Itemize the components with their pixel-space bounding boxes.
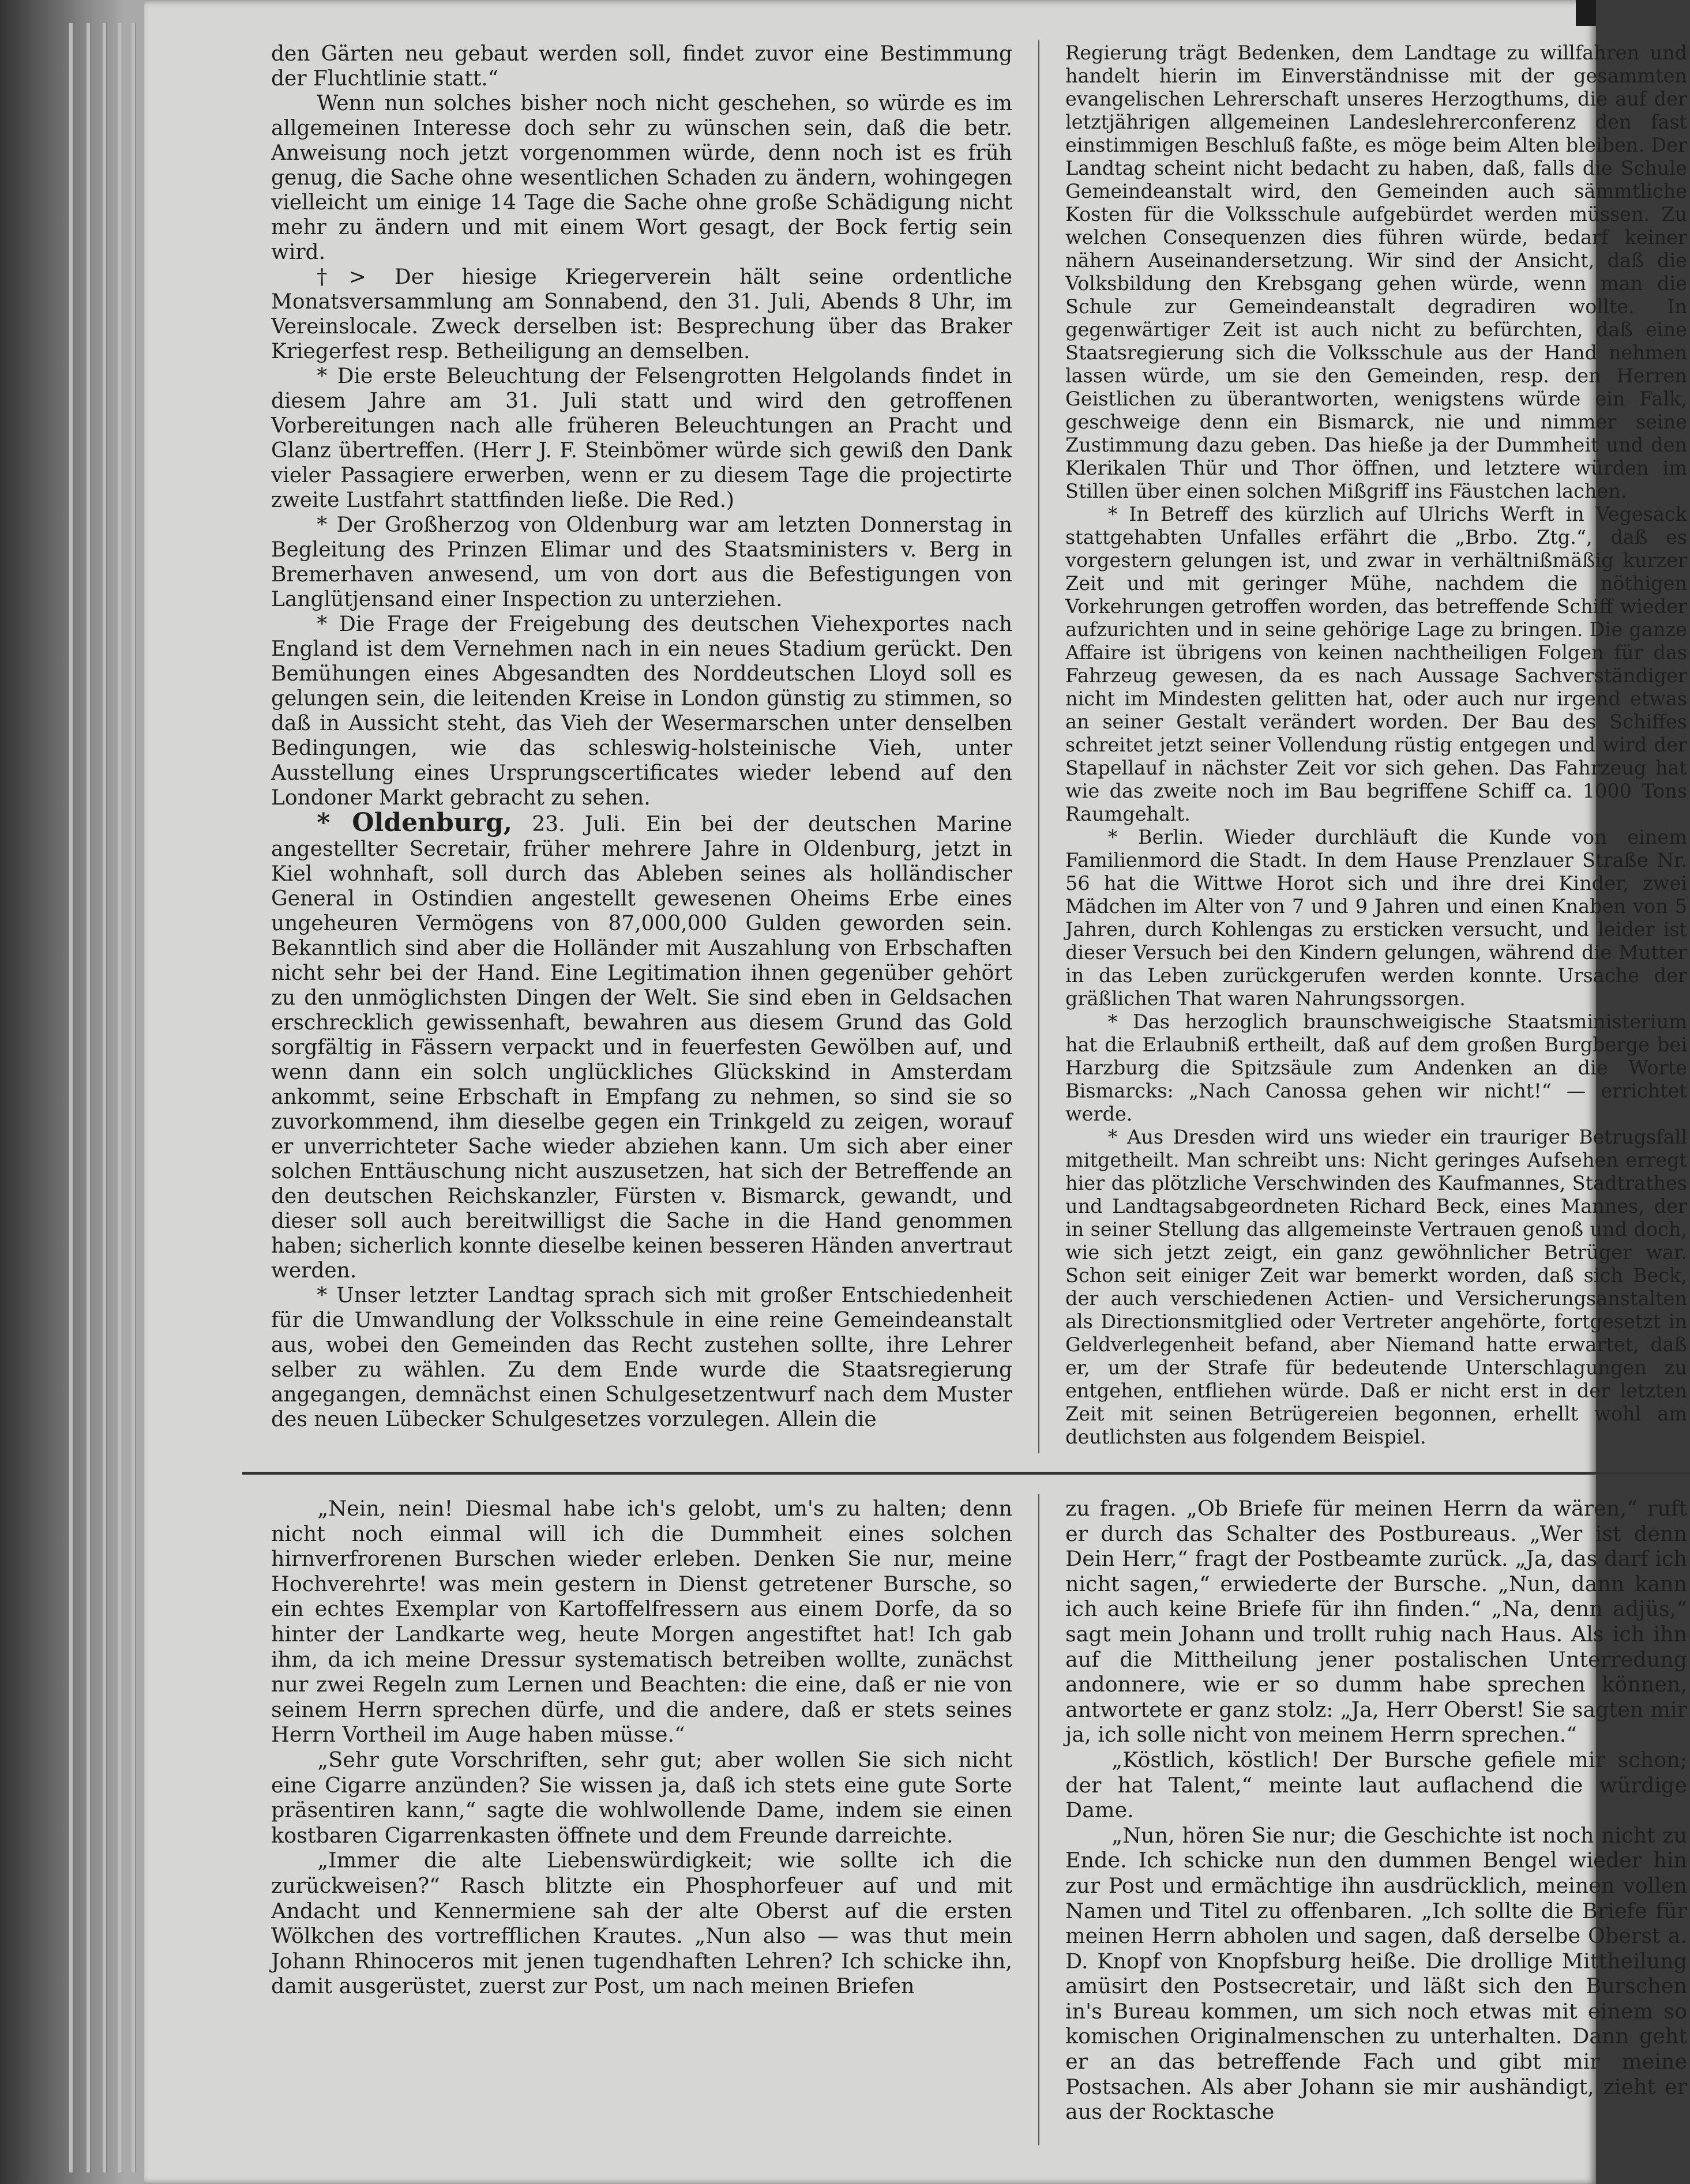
dateline: * Oldenburg, bbox=[317, 808, 513, 837]
book-page-edge bbox=[132, 23, 136, 2172]
paragraph: „Immer die alte Liebenswürdigkeit; wie sollte ich die zurückweisen?“ Rasch blitzte ein Phosphorfeuer auf und mit Andacht und Kennermiene sah der alte Oberst auf die ersten Wölkchen des vortrefflichen Krautes. „Nun also — was thut mein Johann Rhinoceros mit jenen tugendhaften Lehren? Ich schicke ihn, damit ausgerüstet, zuerst zur Post, um nach meinen Briefen bbox=[271, 1848, 1012, 1999]
book-page-edge bbox=[69, 23, 73, 2172]
newspaper-page bbox=[144, 0, 1687, 2184]
book-page-edge bbox=[118, 23, 122, 2172]
paragraph: * Der Großherzog von Oldenburg war am letzten Donnerstag in Begleitung des Prinzen Elimar und des Staatsministers v. Berg in Bremerhaven anwesend, um von dort aus die Befestigungen von Langlütjensand einer Inspection zu unterziehen. bbox=[271, 513, 1012, 611]
paragraph: * Unser letzter Landtag sprach sich mit großer Entschiedenheit für die Umwandlung der Volksschule in eine reine Gemeindeanstalt aus, wobei den Gemeinden das Recht zustehen sollte, ihre Lehrer selber zu wählen. Zu dem Ende wurde die Staatsregierung angegangen, demnächst einen Schulgesetzentwurf nach dem Muster des neuen Lübecker Schulgesetzes vorzulegen. Allein die bbox=[271, 1284, 1012, 1431]
news-column-right bbox=[1065, 42, 1687, 1449]
paragraph: Regierung trägt Bedenken, dem Landtage zu willfahren und handelt hierin im Einverständnisse mit der gesammten evangelischen Lehrerschaft unseres Herzogthums, die auf der letztjährigen allgemeinen Landeslehrerconferenz den fast einstimmigen Beschluß faßte, es möge beim Alten bleiben. Der Landtag scheint nicht bedacht zu haben, daß, falls die Schule Gemeindeanstalt wird, den Gemeinden auch sämmtliche Kosten für die Volksschule aufgebürdet werden müssen. Zu welchen Consequenzen dies führen würde, bedarf keiner nähern Auseinandersetzung. Wir sind der Ansicht, daß die Volksbildung den Krebsgang gehen würde, wenn man die Schule zur Gemeindeanstalt degradiren wollte. In gegenwärtiger Zeit ist auch nicht zu befürchten, daß eine Staatsregierung sich die Volksschule aus der Hand nehmen lassen würde, um sie den Gemeinden, resp. den Herren Geistlichen zu überantworten, wenigstens würde ein Falk, geschweige denn ein Bismarck, nie und nimmer seine Zustimmung dazu geben. Das hieße ja der Dummheit und den Klerikalen Thür und Thor öffnen, und letztere würden im Stillen über einen solchen Mißgriff ins Fäustchen lachen. bbox=[1065, 42, 1687, 502]
paragraph: zu fragen. „Ob Briefe für meinen Herrn da wären,“ ruft er durch das Schalter des Postbureaus. „Wer ist denn Dein Herr,“ fragt der Postbeamte zurück. „Ja, das darf ich nicht sagen,“ erwiederte der Bursche. „Nun, dann kann ich auch keine Briefe für ihn finden.“ „Na, denn adjüs,“ sagt mein Johann und trollt ruhig nach Haus. Als ich ihn auf die Mittheilung jener postalischen Unterredung andonnere, wie er so dumm habe sprechen können, antwortete er ganz stolz: „Ja, Herr Oberst! Sie sagten mir ja, ich solle nicht von meinem Herrn sprechen.“ bbox=[1065, 1496, 1687, 1747]
book-page-edge bbox=[103, 23, 107, 2172]
column-divider bbox=[1038, 1494, 1039, 2145]
paragraph: * Das herzoglich braunschweigische Staatsministerium hat die Erlaubniß ertheilt, daß auf dem großen Burgberge bei Harzburg die Spitzsäule zum Andenken an die Worte Bismarcks: „Nach Canossa gehen wir nicht!“ — errichtet werde. bbox=[1065, 1010, 1687, 1125]
paragraph: Wenn nun solches bisher noch nicht geschehen, so würde es im allgemeinen Interesse doch sehr zu wünschen sein, daß die betr. Anweisung noch jetzt vorgenommen würde, denn noch ist es früh genug, die Sache ohne wesentlichen Schaden zu ändern, wohingegen vielleicht um einige 14 Tage die Sache ohne große Schädigung nicht mehr zu ändern und mit einem Wort gesagt, der Bock fertig sein wird. bbox=[271, 92, 1012, 264]
paragraph: †> Der hiesige Kriegerverein hält seine ordentliche Monatsversammlung am Sonnabend, den 31. Juli, Abends 8 Uhr, im Vereinslocale. Zweck derselben ist: Besprechung über das Braker Kriegerfest resp. Betheiligung an demselben. bbox=[271, 265, 1012, 363]
paragraph: * Berlin. Wieder durchläuft die Kunde von einem Familienmord die Stadt. In dem Hause Prenzlauer Straße Nr. 56 hat die Wittwe Horot sich und ihre drei Kinder, zwei Mädchen im Alter von 7 und 9 Jahren und einen Knaben von 5 Jahren, durch Kohlengas zu ersticken versucht, und leider ist dieser Versuch bei den Kindern gelungen, während die Mutter in das Leben zurückgerufen werden konnte. Ursache der gräßlichen That waren Nahrungssorgen. bbox=[1065, 826, 1687, 1010]
feuilleton-divider bbox=[242, 1472, 1690, 1475]
paragraph: den Gärten neu gebaut werden soll, findet zuvor eine Bestimmung der Fluchtlinie statt.“ bbox=[271, 42, 1012, 91]
feuilleton-column-right bbox=[1065, 1496, 1687, 2148]
book-page-edge bbox=[87, 23, 91, 2172]
paragraph: * Aus Dresden wird uns wieder ein trauriger Betrugsfall mitgetheilt. Man schreibt uns: Nicht geringes Aufsehen erregt hier das plötzliche Verschwinden des Kaufmannes, Stadtrathes und Landtagsabgeordneten Richard Beck, eines Mannes, der in seiner Stellung das allgemeinste Vertrauen genoß und doch, wie sich jetzt zeigt, ein ganz gewöhnlicher Betrüger war. Schon seit einiger Zeit war bemerkt worden, daß sich Beck, der auch verschiedenen Actien- und Versicherungsanstalten als Directionsmitglied oder Vertreter angehörte, fortgesetzt in Geldverlegenheit befand, aber Niemand hatte erwartet, daß er, um der Strafe für bedeutende Unterschlagungen zu entgehen, entfliehen würde. Daß er nicht erst in der letzten Zeit mit seinen Betrügereien begonnen, erhellt wohl am deutlichsten aus folgendem Beispiel. bbox=[1065, 1126, 1687, 1448]
column-divider bbox=[1038, 40, 1039, 1453]
news-column-left bbox=[271, 42, 1012, 1449]
paragraph: „Köstlich, köstlich! Der Bursche gefiele mir schon; der hat Talent,“ meinte laut auflachend die würdige Dame. bbox=[1065, 1747, 1687, 1823]
paragraph: „Sehr gute Vorschriften, sehr gut; aber wollen Sie sich nicht eine Cigarre anzünden? Sie wissen ja, daß ich stets eine gute Sorte präsentiren kann,“ sagte die wohlwollende Dame, indem sie einen kostbaren Cigarrenkasten öffnete und dem Freunde darreichte. bbox=[271, 1747, 1012, 1848]
oldenburg-article bbox=[271, 810, 1012, 1283]
paragraph: * Die Frage der Freigebung des deutschen Viehexportes nach England ist dem Vernehmen nach in ein neues Stadium gerückt. Den Bemühungen eines Abgesandten des Norddeutschen Lloyd soll es gelungen sein, die leitenden Kreise in London günstig zu stimmen, so daß in Aussicht steht, das Vieh der Wesermarschen unter denselben Bedingungen, wie das schleswig-holsteinische Vieh, unter Ausstellung eines Ursprungscertificates wieder lebend auf den Londoner Markt gebracht zu sehen. bbox=[271, 612, 1012, 810]
corner-tab bbox=[1576, 0, 1596, 26]
paragraph: * Die erste Beleuchtung der Felsengrotten Helgolands findet in diesem Jahre am 31. Juli statt und wird den getroffenen Vorbereitungen nach alle früheren Beleuchtungen an Pracht und Glanz übertreffen. (Herr J. F. Steinbömer würde sich gewiß den Dank vieler Passagiere erwerben, wenn er zu diesem Tage die projectirte zweite Lustfahrt stattfinden ließe. Die Red.) bbox=[271, 364, 1012, 512]
paragraph: „Nein, nein! Diesmal habe ich's gelobt, um's zu halten; denn nicht noch einmal will ich die Dummheit eines solchen hirnverfrorenen Burschen wieder erleben. Denken Sie nur, meine Hochverehrte! was mein gestern in Dienst getretener Bursche, so ein echtes Exemplar von Kartoffelfressern aus einem Dorfe, da so hinter der Landkarte weg, heute Morgen angestiftet hat! Ich gab ihm, da ich meine Dressur systematisch betreiben wollte, zunächst nur zwei Regeln zum Lernen und Beachten: die eine, daß er nie von seinem Herrn sprechen dürfe, und die andere, daß er stets seines Herrn Vortheil im Auge haben müsse.“ bbox=[271, 1496, 1012, 1747]
paragraph: „Nun, hören Sie nur; die Geschichte ist noch nicht zu Ende. Ich schicke nun den dummen Bengel wieder hin zur Post und ermächtige ihn ausdrücklich, meinen vollen Namen und Titel zu offenbaren. „Ich sollte die Briefe für meinen Herrn abholen und sagen, daß derselbe Oberst a. D. Knopf von Knopfsburg heiße. Die drollige Mittheilung amüsirt den Postsecretair, und läßt sich den Burschen in's Bureau kommen, um sich noch etwas mit einem so komischen Originalmenschen zu unterhalten. Dann geht er an das betreffende Fach und gibt mir meine Postsachen. Als aber Johann sie mir aushändigt, zieht er aus der Rocktasche bbox=[1065, 1822, 1687, 2125]
article-text: 23. Juli. Ein bei der deutschen Marine angestellter Secretair, früher mehrere Jahre in Oldenburg, jetzt in Kiel wohnhaft, soll durch das Ableben seines als holländischer General in Ostindien angestellt gewesenen Oheims Erbe eines ungeheuren Vermögens von 87,000,000 Gulden geworden sein. Bekanntlich sind aber die Holländer mit Auszahlung von Erbschaften nicht sehr bei der Hand. Eine Legitimation ihnen gegenüber gehört zu den unmöglichsten Dingen der Welt. Sie sind eben in Geldsachen erschrecklich gewissenhaft, bewahren aus diesem Grund das Gold sorgfältig in Fässern verpackt und in feuerfesten Gewölben auf, und wenn dann ein solch unglückliches Glückskind in Amsterdam ankommt, seine Erbschaft in Empfang zu nehmen, so sind sie so zuvorkommend, ihm dieselbe gegen ein Trinkgeld zu zeigen, worauf er unverrichteter Sache wieder abziehen kann. Um sich aber einer solchen Enttäuschung nicht auszusetzen, hat sich der Betreffende an den deutschen Reichskanzler, Fürsten v. Bismarck, gewandt, und dieser soll auch bereitwilligst die Sache in die Hand genommen haben; sicherlich konnte dieselbe keinen besseren Händen anvertraut werden. bbox=[271, 813, 1012, 1283]
paragraph: * In Betreff des kürzlich auf Ulrichs Werft in Vegesack stattgehabten Unfalles erfährt die „Brbo. Ztg.“, daß es vorgestern gelungen ist, und zwar in verhältnißmäßig kurzer Zeit und mit geringer Mühe, nachdem die nöthigen Vorkehrungen getroffen worden, das betreffende Schiff wieder aufzurichten und in seine gehörige Lage zu bringen. Die ganze Affaire ist übrigens von keinen nachtheiligen Folgen für das Fahrzeug gewesen, da es nach Aussage Sachverständiger nicht im Mindesten gelitten hat, oder auch nur irgend etwas an seiner Gestalt verändert worden. Der Bau des Schiffes schreitet jetzt seiner Vollendung rüstig entgegen und wird der Stapellauf in nächster Zeit vor sich gehen. Das Fahrzeug hat wie das zweite noch im Bau begriffene Schiff ca. 1000 Tons Raumgehalt. bbox=[1065, 503, 1687, 825]
feuilleton-column-left bbox=[271, 1496, 1012, 2148]
